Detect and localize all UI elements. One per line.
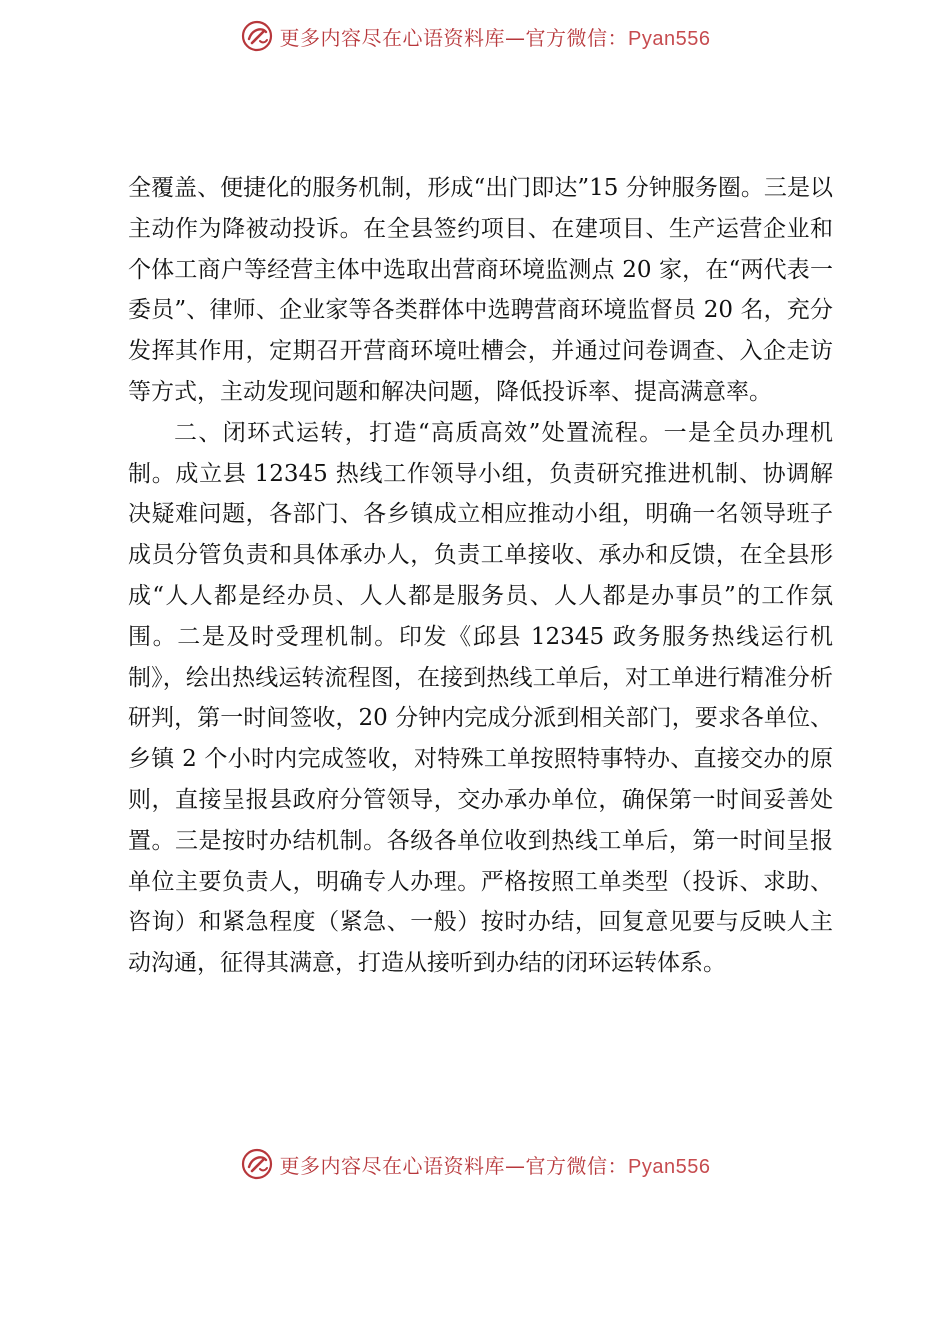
header-banner-label: 更多内容尽在心语资料库—官方微信： bbox=[279, 25, 629, 50]
paragraph-2: 二、闭环式运转，打造“高质高效”处置流程。一是全员办理机制。成立县 12345 热线工作领导小组，负责研究推进机制、协调解决疑难问题，各部门、各乡镇成立相应推动小组，明确一名领导班子成员分管负责和具体承办人，负责工单接收、承办和反馈，在全县形成“人人都是经办员、人人都是服务员、人人都是办事员”的工作氛围。二是及时受理机制。印发《邱县 12345 政务服务热线运行机制》，绘出热线运转流程图，在接到热线工单后，对工单进行精准分析研判，第一时间签收，20 分钟内完成分派到相关部门，要求各单位、乡镇 2 个小时内完成签收，对特殊工单按照特事特办、直接交办的原则，直接呈报县政府分管领导，交办承办单位，确保第一时间妥善处置。三是按时办结机制。各级各单位收到热线工单后，第一时间呈报单位主要负责人，明确专人办理。严格按照工单类型（投诉、求助、咨询）和紧急程度（紧急、一般）按时办结，回复意见要与反映人主动沟通，征得其满意，打造从接听到办结的闭环运转体系。 bbox=[128, 419, 833, 977]
document-body bbox=[128, 168, 833, 984]
footer-banner-label: 更多内容尽在心语资料库—官方微信： bbox=[279, 1153, 629, 1178]
header-banner-wechat-id: Pyan556 bbox=[628, 27, 711, 50]
footer-banner-text bbox=[280, 1150, 711, 1179]
paragraph-1: 全覆盖、便捷化的服务机制，形成“出门即达”15 分钟服务圈。三是以主动作为降被动投诉。在全县签约项目、在建项目、生产运营企业和个体工商户等经营主体中选取出营商环境监测点 20 家，在“两代表一委员”、律师、企业家等各类群体中选聘营商环境监督员 20 名，充分发挥其作用，定期召开营商环境吐槽会，并通过问卷调查、入企走访等方式，主动发现问题和解决问题，降低投诉率、提高满意率。 bbox=[128, 175, 833, 405]
footer-banner bbox=[0, 1142, 950, 1186]
header-banner-text bbox=[280, 22, 711, 51]
seal-logo-icon bbox=[240, 1147, 274, 1181]
seal-logo-icon bbox=[240, 19, 274, 53]
footer-banner-wechat-id: Pyan556 bbox=[628, 1155, 711, 1178]
header-banner bbox=[0, 14, 950, 58]
